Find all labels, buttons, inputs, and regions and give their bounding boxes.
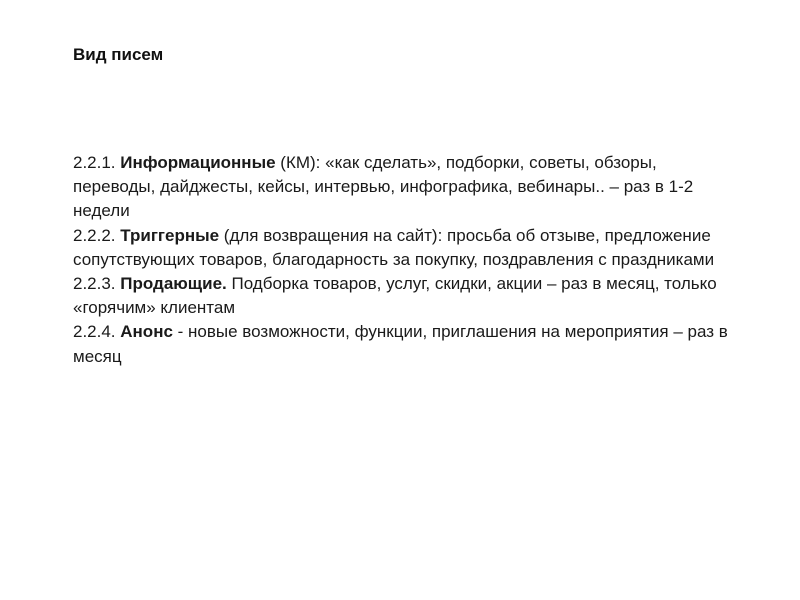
list-item-informational	[73, 151, 733, 224]
item-number: 2.2.2.	[73, 225, 121, 245]
item-number: 2.2.4.	[73, 322, 121, 342]
item-text: Подборка товаров, услуг, скидки, акции – раз в месяц, только «горячим» клиентам	[73, 274, 717, 318]
list-item-selling	[73, 272, 733, 320]
item-text: - новые возможности, функции, приглашения на мероприятия – раз в месяц	[73, 322, 728, 366]
list-item-announcement	[73, 320, 733, 368]
item-text: (КМ): «как сделать», подборки, советы, обзоры, переводы, дайджесты, кейсы, интервью, инфографика, вебинары.. – раз в 1-2 недели	[73, 153, 694, 221]
slide-title: Вид писем	[73, 45, 164, 64]
item-number: 2.2.1.	[73, 153, 121, 172]
list-item-trigger	[73, 224, 733, 272]
slide-body	[73, 151, 733, 369]
item-number: 2.2.3.	[73, 274, 121, 294]
item-heading: Информационные	[120, 153, 276, 172]
item-heading: Анонс	[120, 322, 173, 342]
item-text: (для возвращения на сайт): просьба об отзыве, предложение сопутствующих товаров, благодарность за покупку, поздравления с праздниками	[73, 225, 715, 269]
item-heading: Продающие.	[120, 274, 227, 294]
item-heading: Триггерные	[120, 225, 220, 245]
